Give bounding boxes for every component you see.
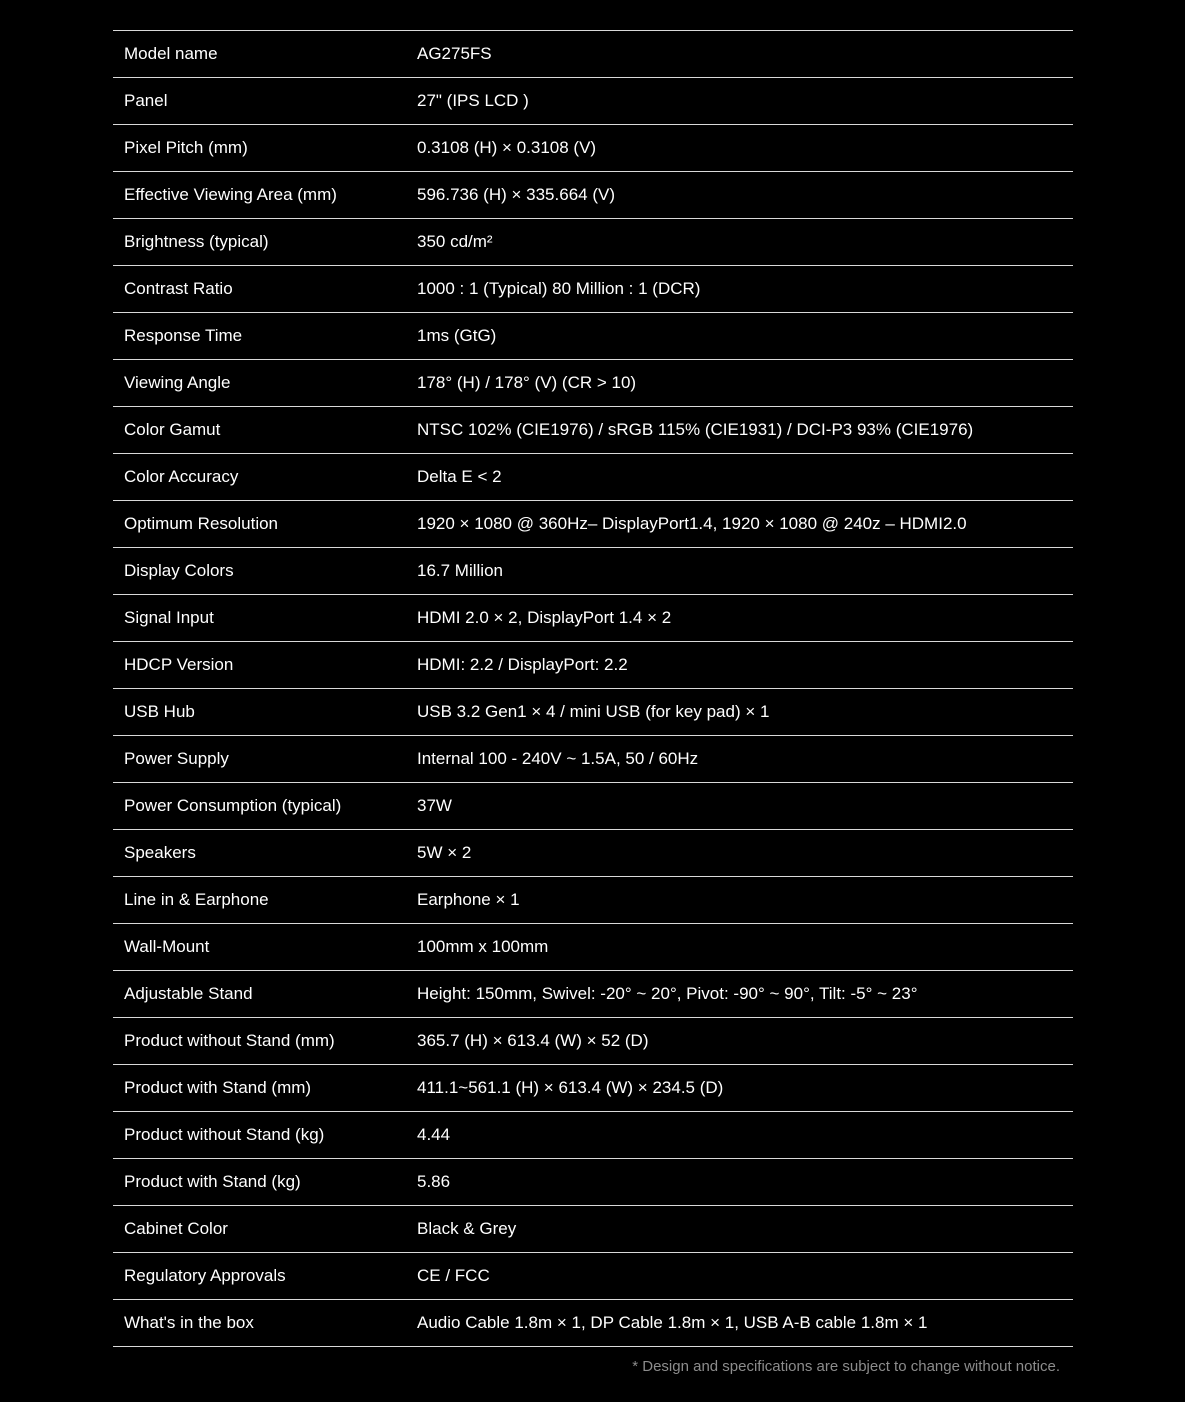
spec-value: 4.44 <box>417 1112 1073 1159</box>
spec-row <box>113 125 1073 172</box>
spec-value: AG275FS <box>417 31 1073 78</box>
spec-row <box>113 1112 1073 1159</box>
spec-label: Power Consumption (typical) <box>113 783 417 830</box>
spec-row <box>113 1300 1073 1347</box>
spec-value: HDMI: 2.2 / DisplayPort: 2.2 <box>417 642 1073 689</box>
spec-value: Audio Cable 1.8m × 1, DP Cable 1.8m × 1, USB A-B cable 1.8m × 1 <box>417 1300 1073 1347</box>
spec-label: Optimum Resolution <box>113 501 417 548</box>
spec-row <box>113 877 1073 924</box>
spec-label: Model name <box>113 31 417 78</box>
spec-row <box>113 971 1073 1018</box>
spec-label: Pixel Pitch (mm) <box>113 125 417 172</box>
spec-row <box>113 736 1073 783</box>
spec-label: Color Accuracy <box>113 454 417 501</box>
spec-label: Viewing Angle <box>113 360 417 407</box>
spec-label: Cabinet Color <box>113 1206 417 1253</box>
spec-row <box>113 78 1073 125</box>
spec-label: Display Colors <box>113 548 417 595</box>
specifications-table <box>113 30 1073 1347</box>
spec-label: Product with Stand (mm) <box>113 1065 417 1112</box>
spec-value: 411.1~561.1 (H) × 613.4 (W) × 234.5 (D) <box>417 1065 1073 1112</box>
spec-row <box>113 1018 1073 1065</box>
spec-row <box>113 689 1073 736</box>
spec-value: USB 3.2 Gen1 × 4 / mini USB (for key pad) × 1 <box>417 689 1073 736</box>
spec-row <box>113 1253 1073 1300</box>
spec-value: 178° (H) / 178° (V) (CR > 10) <box>417 360 1073 407</box>
spec-value: 0.3108 (H) × 0.3108 (V) <box>417 125 1073 172</box>
spec-value: 100mm x 100mm <box>417 924 1073 971</box>
spec-value: Earphone × 1 <box>417 877 1073 924</box>
spec-value: Height: 150mm, Swivel: -20° ~ 20°, Pivot: -90° ~ 90°, Tilt: -5° ~ 23° <box>417 971 1073 1018</box>
spec-label: Product without Stand (kg) <box>113 1112 417 1159</box>
spec-row <box>113 407 1073 454</box>
spec-row <box>113 360 1073 407</box>
spec-row <box>113 548 1073 595</box>
spec-value: 5W × 2 <box>417 830 1073 877</box>
spec-value: NTSC 102% (CIE1976) / sRGB 115% (CIE1931) / DCI-P3 93% (CIE1976) <box>417 407 1073 454</box>
spec-label: What's in the box <box>113 1300 417 1347</box>
spec-label: USB Hub <box>113 689 417 736</box>
spec-row <box>113 219 1073 266</box>
spec-value: 27" (IPS LCD ) <box>417 78 1073 125</box>
spec-value: 1000 : 1 (Typical) 80 Million : 1 (DCR) <box>417 266 1073 313</box>
spec-label: Adjustable Stand <box>113 971 417 1018</box>
disclaimer-note: * Design and specifications are subject to change without notice. <box>632 1358 1060 1375</box>
spec-label: Product with Stand (kg) <box>113 1159 417 1206</box>
spec-row <box>113 454 1073 501</box>
spec-row <box>113 642 1073 689</box>
spec-value: Black & Grey <box>417 1206 1073 1253</box>
spec-value: HDMI 2.0 × 2, DisplayPort 1.4 × 2 <box>417 595 1073 642</box>
spec-value: Internal 100 - 240V ~ 1.5A, 50 / 60Hz <box>417 736 1073 783</box>
spec-value: 1ms (GtG) <box>417 313 1073 360</box>
spec-row <box>113 266 1073 313</box>
spec-label: Power Supply <box>113 736 417 783</box>
spec-label: Response Time <box>113 313 417 360</box>
spec-row <box>113 31 1073 78</box>
spec-label: Speakers <box>113 830 417 877</box>
spec-value: 37W <box>417 783 1073 830</box>
spec-value: 350 cd/m² <box>417 219 1073 266</box>
spec-label: Regulatory Approvals <box>113 1253 417 1300</box>
spec-value: 5.86 <box>417 1159 1073 1206</box>
spec-label: Brightness (typical) <box>113 219 417 266</box>
spec-value: CE / FCC <box>417 1253 1073 1300</box>
spec-row <box>113 830 1073 877</box>
spec-label: Product without Stand (mm) <box>113 1018 417 1065</box>
spec-row <box>113 783 1073 830</box>
spec-label: Effective Viewing Area (mm) <box>113 172 417 219</box>
spec-value: Delta E < 2 <box>417 454 1073 501</box>
spec-row <box>113 172 1073 219</box>
spec-label: Panel <box>113 78 417 125</box>
spec-row <box>113 1159 1073 1206</box>
spec-label: HDCP Version <box>113 642 417 689</box>
spec-label: Contrast Ratio <box>113 266 417 313</box>
spec-value: 1920 × 1080 @ 360Hz– DisplayPort1.4, 1920 × 1080 @ 240z – HDMI2.0 <box>417 501 1073 548</box>
spec-row <box>113 313 1073 360</box>
spec-label: Line in & Earphone <box>113 877 417 924</box>
spec-label: Wall-Mount <box>113 924 417 971</box>
spec-value: 596.736 (H) × 335.664 (V) <box>417 172 1073 219</box>
spec-value: 365.7 (H) × 613.4 (W) × 52 (D) <box>417 1018 1073 1065</box>
specifications-table-body <box>113 31 1073 1347</box>
spec-label: Signal Input <box>113 595 417 642</box>
spec-row <box>113 595 1073 642</box>
spec-row <box>113 501 1073 548</box>
spec-row <box>113 1206 1073 1253</box>
spec-value: 16.7 Million <box>417 548 1073 595</box>
spec-label: Color Gamut <box>113 407 417 454</box>
spec-row <box>113 924 1073 971</box>
spec-row <box>113 1065 1073 1112</box>
